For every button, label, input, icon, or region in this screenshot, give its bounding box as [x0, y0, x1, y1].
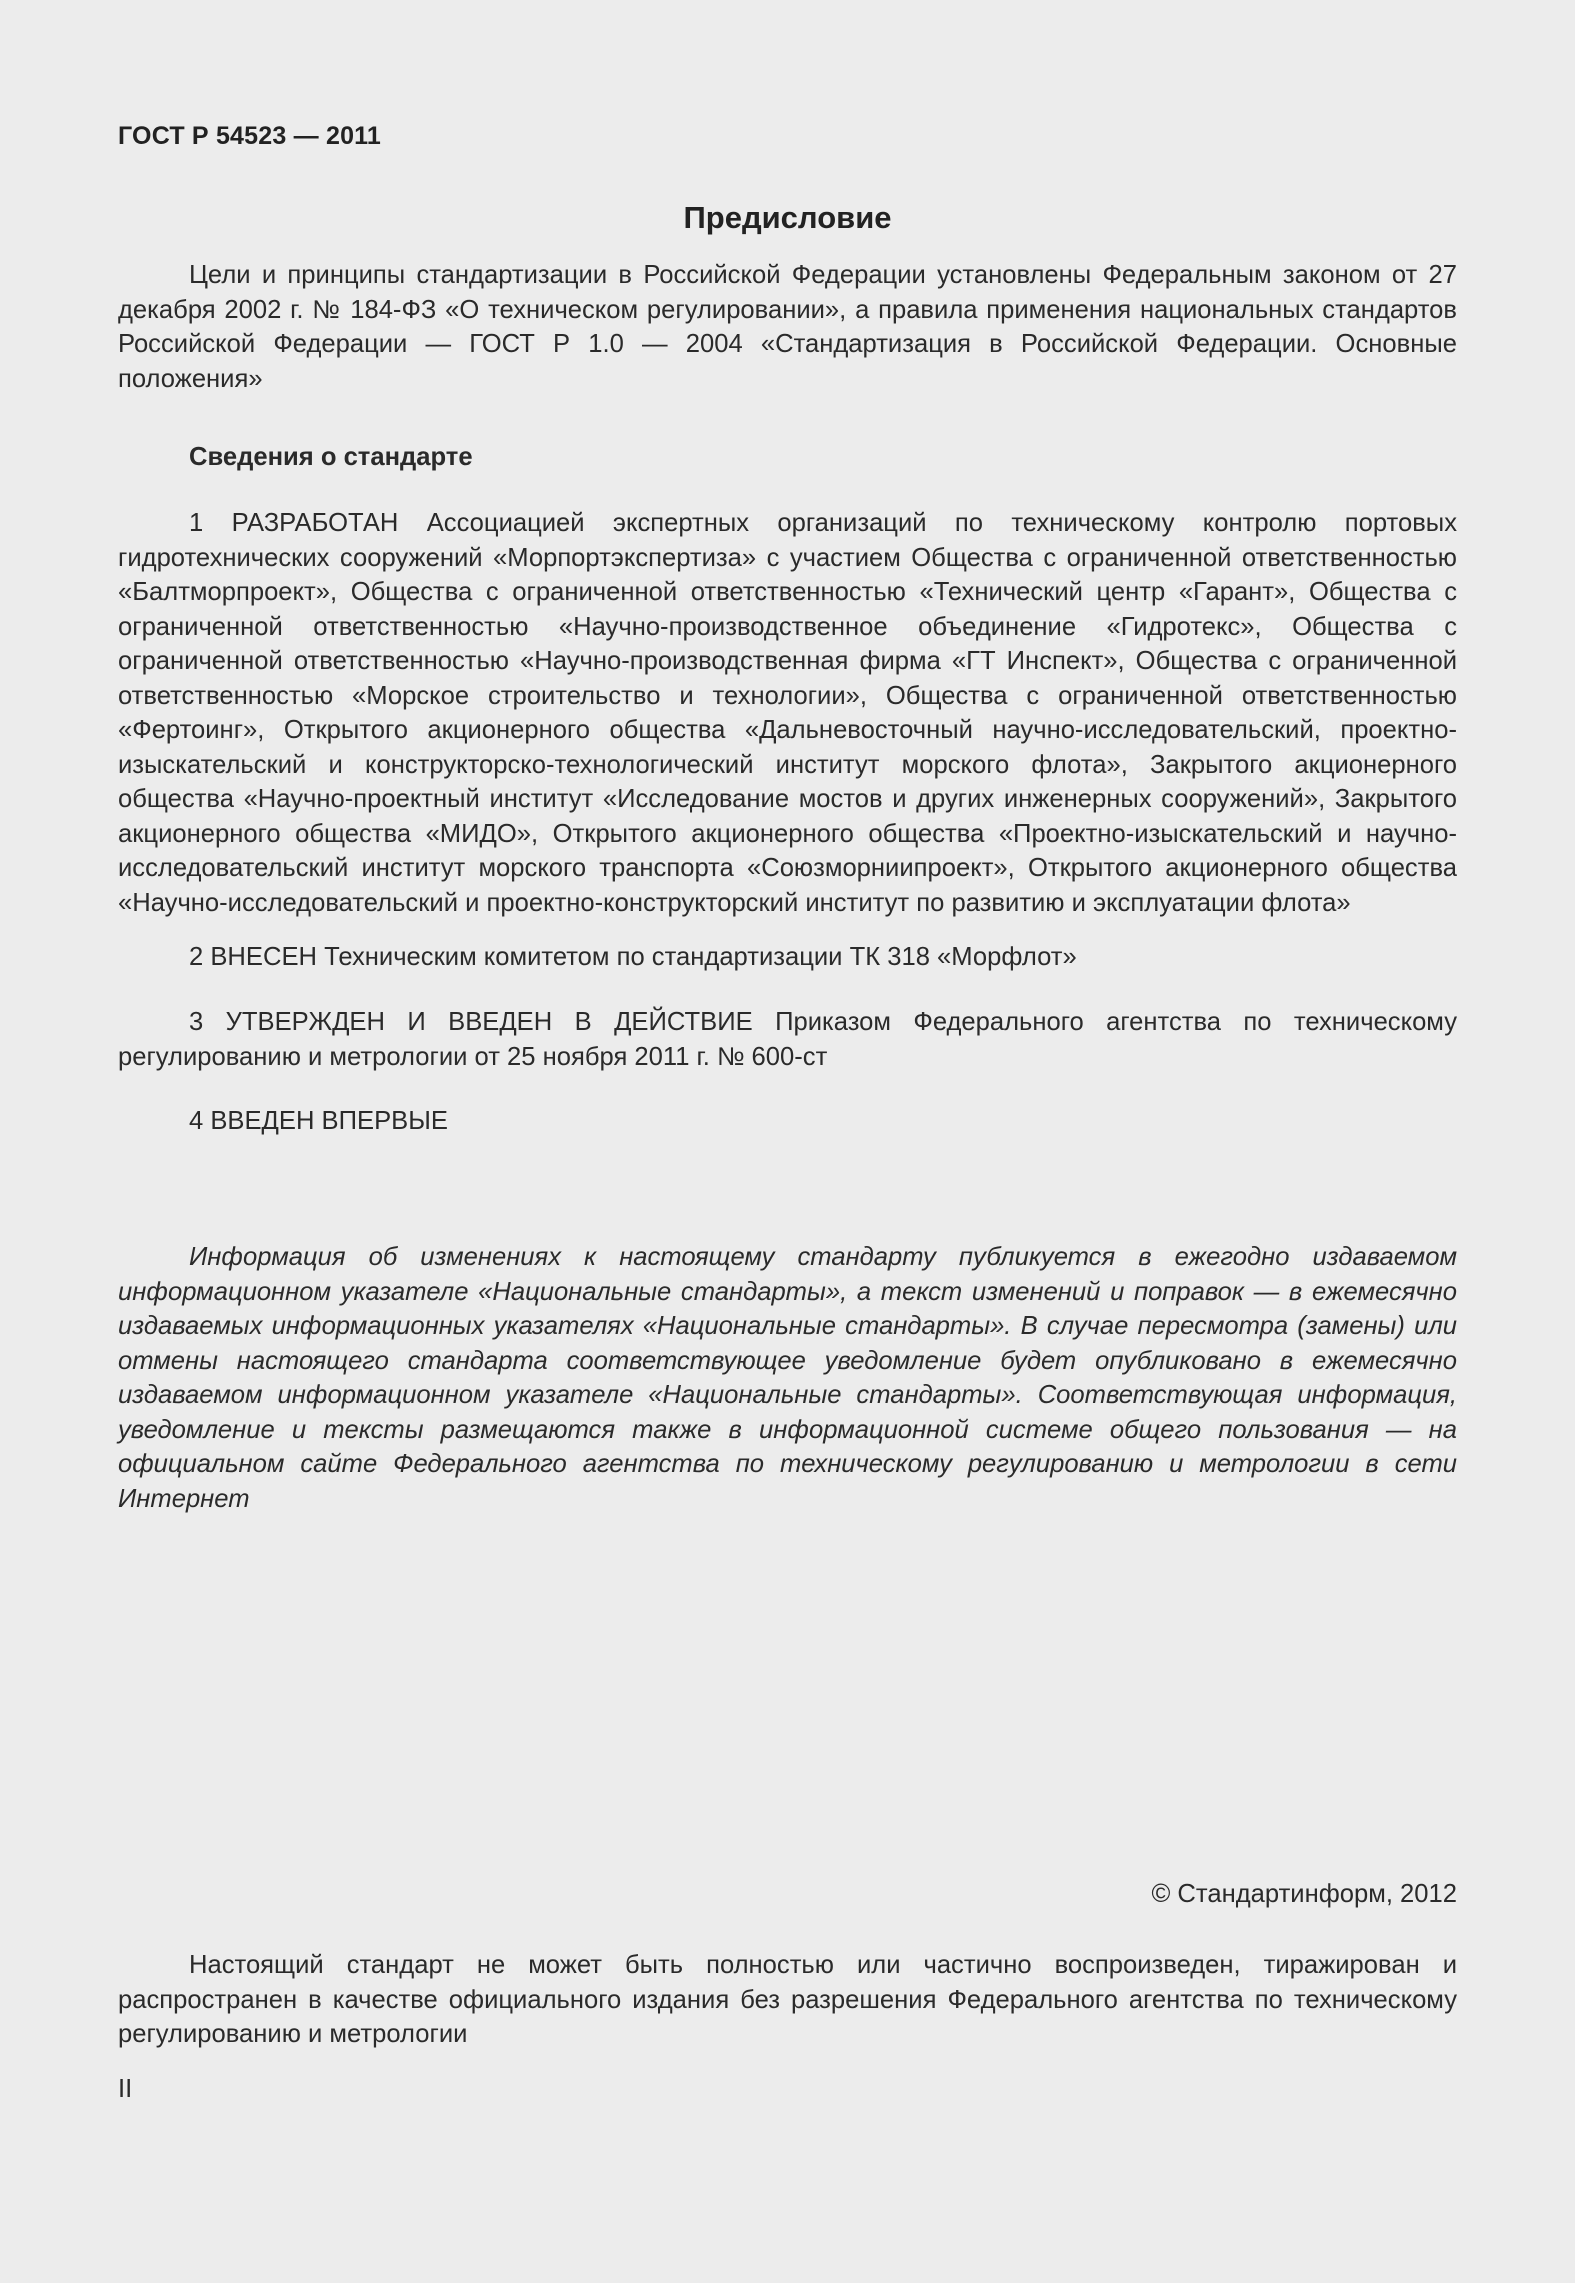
list-item-approved: 3 УТВЕРЖДЕН И ВВЕДЕН В ДЕЙСТВИЕ Приказом Федерального агентства по техническому регулированию и метрологии от 25 ноября 2011 г. № 600-ст	[118, 1008, 1457, 1071]
standard-id-header: ГОСТ Р 54523 — 2011	[118, 122, 382, 150]
intro-paragraph: Цели и принципы стандартизации в Российской Федерации установлены Федеральным законом от 27 декабря 2002 г. № 184-ФЗ «О техническом регулировании», а правила применения национальных стандартов Российской Федерации — ГОСТ Р 1.0 — 2004 «Стандартизация в Российской Федерации. Основные положения»	[118, 261, 1457, 393]
copyright-line: © Стандартинформ, 2012	[1151, 1880, 1457, 1908]
list-item-introduced: 4 ВВЕДЕН ВПЕРВЫЕ	[189, 1107, 448, 1135]
page-number: II	[118, 2075, 133, 2103]
section-subheading: Сведения о стандарте	[189, 443, 473, 471]
page-title: Предисловие	[683, 200, 892, 235]
info-notice-paragraph: Информация об изменениях к настоящему стандарту публикуется в ежегодно издаваемом информационном указателе «Национальные стандарты», а текст изменений и поправок — в ежемесячно издаваемых информационных указателях «Национальные стандарты». В случае пересмотра (замены) или отмены настоящего стандарта соответствующее уведомление будет опубликовано в ежемесячно издаваемом информационном указателе «Национальные стандарты». Соответствующая информация, уведомление и тексты размещаются также в информационной системе общего пользования — на официальном сайте Федерального агентства по техническому регулированию и метрологии в сети Интернет	[118, 1243, 1457, 1513]
reproduction-notice: Настоящий стандарт не может быть полностью или частично воспроизведен, тиражирован и распространен в качестве официального издания без разрешения Федерального агентства по техническому регулированию и метрологии	[118, 1951, 1457, 2048]
list-item-submitted: 2 ВНЕСЕН Техническим комитетом по стандартизации ТК 318 «Морфлот»	[189, 943, 1077, 971]
list-item-developed: 1 РАЗРАБОТАН Ассоциацией экспертных организаций по техническому контролю портовых гидротехнических сооружений «Морпортэкспертиза» с участием Общества с ограниченной ответственностью «Балтморпроект», Общества с ограниченной ответственностью «Технический центр «Гарант», Общества с ограниченной ответственностью «Научно-производственное объединение «Гидротекс», Общества с ограниченной ответственностью «Научно-производственная фирма «ГТ Инспект», Общества с ограниченной ответственностью «Морское строительство и технологии», Общества с ограниченной ответственностью «Фертоинг», Открытого акционерного общества «Дальневосточный научно-исследовательский, проектно-изыскательский и конструкторско-технологический институт морского флота», Закрытого акционерного общества «Научно-проектный институт «Исследование мостов и других инженерных сооружений», Закрытого акционерного общества «МИДО», Открытого акционерного общества «Проектно-изыскательский и научно-исследовательский институт морского транспорта «Союзморниипроект», Открытого акционерного общества «Научно-исследовательский и проектно-конструкторский институт по развитию и эксплуатации флота»	[118, 509, 1457, 917]
